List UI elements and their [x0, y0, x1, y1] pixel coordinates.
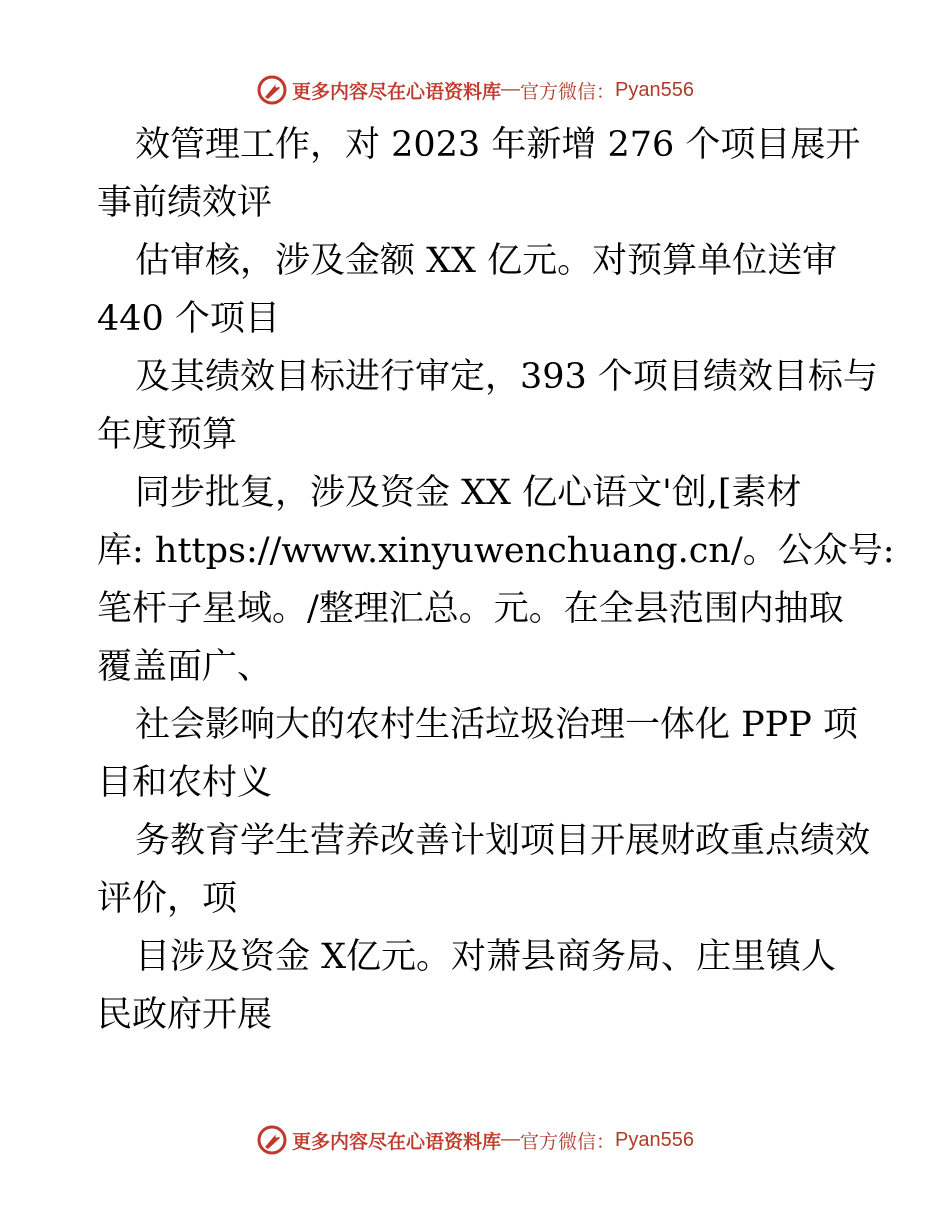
footer-watermark: [256, 1124, 694, 1156]
text-line: 务教育学生营养改善计划项目开展财政重点绩效: [135, 821, 871, 861]
watermark-brand: 更多内容尽在心语资料库: [292, 80, 502, 103]
text-line: 目和农村义: [97, 763, 273, 803]
pen-nib-logo-icon: [256, 1124, 288, 1156]
text-line: 库: https://www.xinyuwenchuang.cn/。公众号:: [97, 531, 895, 571]
text-line: 目涉及资金 X亿元。对萧县商务局、庄里镇人: [135, 937, 837, 977]
text-line: 及其绩效目标进行审定，393 个项目绩效目标与: [135, 357, 878, 397]
watermark-wechat-label: 官方微信：: [520, 80, 616, 103]
text-line: 社会影响大的农村生活垃圾治理一体化 PPP 项: [135, 705, 858, 745]
text-line: 民政府开展: [97, 995, 273, 1035]
text-line: 事前绩效评: [97, 183, 273, 223]
text-line: 估审核，涉及金额 XX 亿元。对预算单位送审: [135, 241, 838, 281]
text-line: 年度预算: [97, 415, 238, 455]
text-line: 效管理工作，对 2023 年新增 276 个项目展开: [135, 125, 861, 165]
watermark-wechat-label: 官方微信：: [520, 1130, 616, 1153]
text-line: 覆盖面广、: [97, 647, 273, 687]
watermark-wechat-id: Pyan556: [615, 78, 694, 101]
watermark-separator: —: [501, 79, 521, 100]
watermark-separator: —: [501, 1129, 521, 1150]
header-watermark: [256, 74, 694, 106]
pen-nib-logo-icon: [256, 74, 288, 106]
text-line: 笔杆子星域。/整理汇总。元。在全县范围内抽取: [97, 589, 844, 629]
watermark-brand: 更多内容尽在心语资料库: [292, 1130, 502, 1153]
text-line: 440 个项目: [97, 299, 280, 339]
text-line: 同步批复，涉及资金 XX 亿心语文'创,[素材: [135, 473, 802, 513]
page-header: [0, 72, 950, 108]
text-line: 评价，项: [97, 879, 238, 919]
watermark-wechat-id: Pyan556: [615, 1128, 694, 1151]
document-body: [97, 116, 895, 1044]
page-footer: [0, 1122, 950, 1158]
